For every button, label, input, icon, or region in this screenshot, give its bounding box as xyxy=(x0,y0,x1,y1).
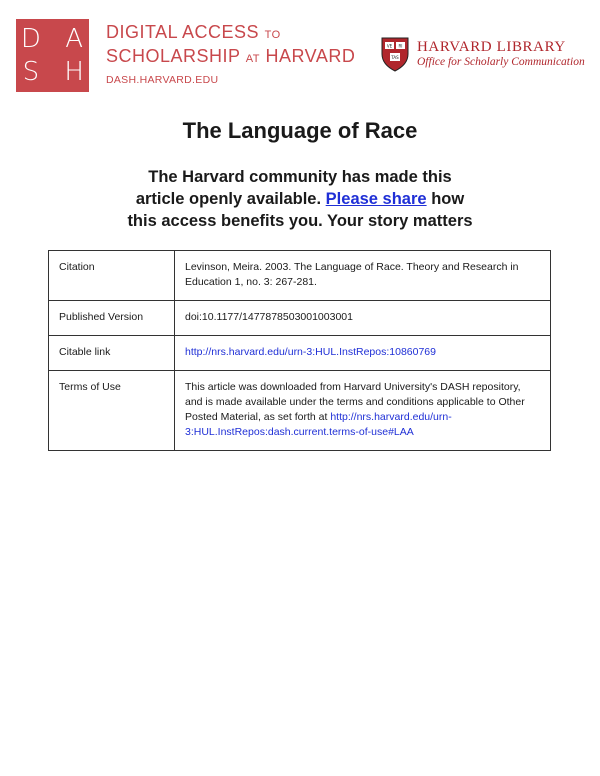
dash-line2: SCHOLARSHIP xyxy=(106,46,241,66)
library-subtitle: Office for Scholarly Communication xyxy=(417,56,585,68)
shield-text: RI xyxy=(398,43,403,49)
page-title: The Language of Race xyxy=(182,118,418,143)
share-line2-post: how xyxy=(431,190,465,208)
please-share-link[interactable]: Please share xyxy=(325,190,427,208)
terms-of-use-link[interactable]: http://nrs.harvard.edu/urn-3:HUL.InstRepos:dash.current.terms-of-use#LAA xyxy=(185,411,452,438)
share-line2-pre: article openly available. xyxy=(135,190,322,208)
citable-link-label: Citable link xyxy=(49,336,175,371)
harvard-shield-icon xyxy=(380,36,410,72)
share-line1: The Harvard community has made this xyxy=(148,168,452,186)
metadata-table xyxy=(48,250,551,451)
dash-letter: A xyxy=(65,24,84,54)
published-version-label: Published Version xyxy=(49,301,175,336)
citable-link[interactable]: http://nrs.harvard.edu/urn-3:HUL.InstRepos:10860769 xyxy=(185,346,436,358)
shield-text: VE xyxy=(386,43,393,49)
dash-wordmark xyxy=(106,22,355,86)
shield-text: TAS xyxy=(391,55,399,60)
citation-value: Levinson, Meira. 2003. The Language of Race. Theory and Research in Education 1, no. 3: 267-281. xyxy=(175,251,551,301)
published-version-value: doi:10.1177/1477878503001003001 xyxy=(175,301,551,336)
share-line3: this access benefits you. Your story matters xyxy=(127,212,473,230)
library-name: HARVARD LIBRARY xyxy=(417,39,566,55)
dash-line2-end: HARVARD xyxy=(265,46,356,66)
terms-of-use-text: This article was downloaded from Harvard University's DASH repository, and is made available under the terms and conditions applicable to Other Posted Material, as set forth at xyxy=(185,381,525,423)
dash-url[interactable]: DASH.HARVARD.EDU xyxy=(106,74,219,86)
dash-line1-small: TO xyxy=(264,29,281,41)
dash-letter: D xyxy=(20,24,41,54)
harvard-library-wordmark xyxy=(417,39,585,69)
dash-logo xyxy=(16,19,89,92)
dash-line2-small: AT xyxy=(245,53,260,65)
table-row xyxy=(49,336,551,371)
dash-letter: H xyxy=(64,56,84,87)
table-row xyxy=(49,301,551,336)
dash-letter: S xyxy=(22,56,40,87)
table-row xyxy=(49,251,551,301)
share-notice xyxy=(0,166,600,232)
dash-line1: DIGITAL ACCESS xyxy=(106,22,260,42)
terms-of-use-label: Terms of Use xyxy=(49,371,175,451)
table-row xyxy=(49,371,551,451)
citation-label: Citation xyxy=(49,251,175,301)
